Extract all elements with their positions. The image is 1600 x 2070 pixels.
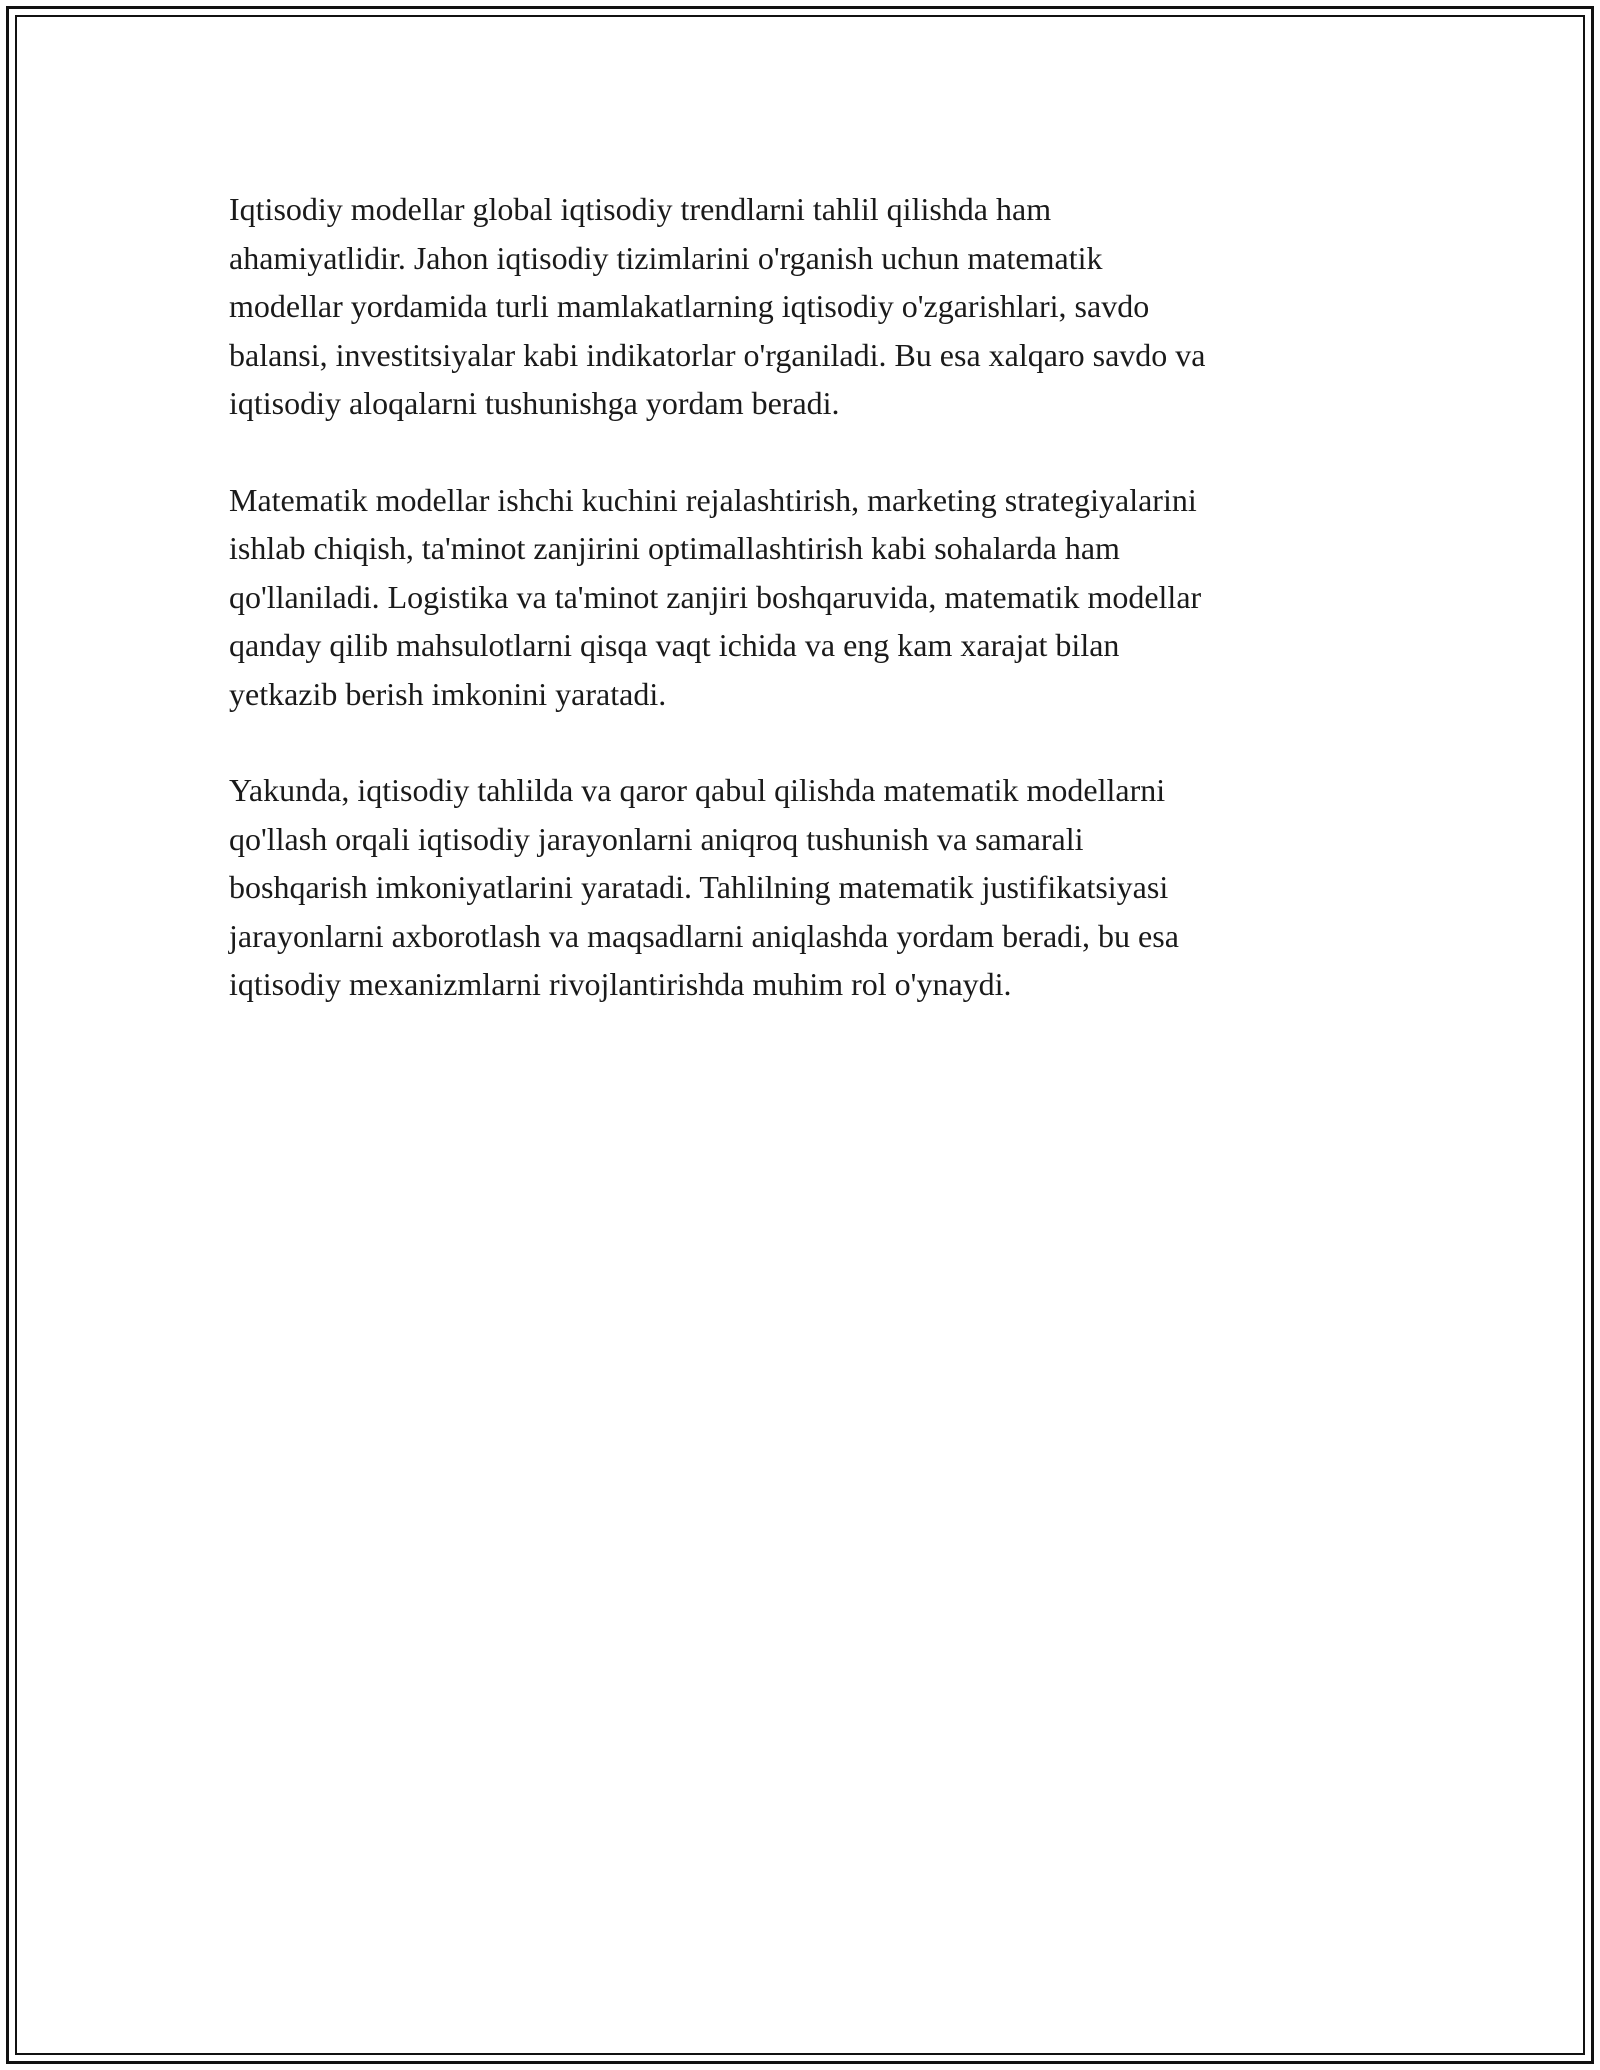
text-line: iqtisodiy aloqalarni tushunishga yordam beradi. — [229, 385, 840, 421]
paragraph-conclusion — [229, 766, 1379, 1009]
paragraph-applications — [229, 476, 1379, 719]
text-line: Matematik modellar ishchi kuchini rejalashtirish, marketing strategiyalarini — [229, 481, 1197, 518]
document-body — [229, 185, 1379, 1057]
text-line: ahamiyatlidir. Jahon iqtisodiy tizimlarini o'rganish uchun matematik — [229, 239, 1103, 276]
text-line: jarayonlarni axborotlash va maqsadlarni aniqlashda yordam beradi, bu esa — [229, 917, 1179, 954]
text-line: yetkazib berish imkonini yaratadi. — [229, 675, 667, 712]
text-line: balansi, investitsiyalar kabi indikatorlar o'rganiladi. Bu esa xalqaro savdo va — [229, 336, 1206, 373]
text-line: boshqarish imkoniyatlarini yaratadi. Tahlilning matematik justifikatsiyasi — [229, 869, 1169, 905]
text-line: ishlab chiqish, ta'minot zanjirini optimallashtirish kabi sohalarda ham — [229, 530, 1120, 566]
text-line: qo'llaniladi. Logistika va ta'minot zanjiri boshqaruvida, matematik modellar — [229, 578, 1202, 615]
text-line: qanday qilib mahsulotlarni qisqa vaqt ichida va eng kam xarajat bilan — [229, 627, 1120, 663]
text-line: iqtisodiy mexanizmlarni rivojlantirishda muhim rol o'ynaydi. — [229, 966, 1012, 1002]
text-line: Yakunda, iqtisodiy tahlilda va qaror qabul qilishda matematik modellarni — [229, 772, 1166, 808]
text-line: Iqtisodiy modellar global iqtisodiy trendlarni tahlil qilishda ham — [229, 191, 1052, 227]
text-line: qo'llash orqali iqtisodiy jarayonlarni aniqroq tushunish va samarali — [229, 820, 1084, 857]
text-line: modellar yordamida turli mamlakatlarning iqtisodiy o'zgarishlari, savdo — [229, 288, 1150, 324]
paragraph-global-trends — [229, 185, 1379, 428]
